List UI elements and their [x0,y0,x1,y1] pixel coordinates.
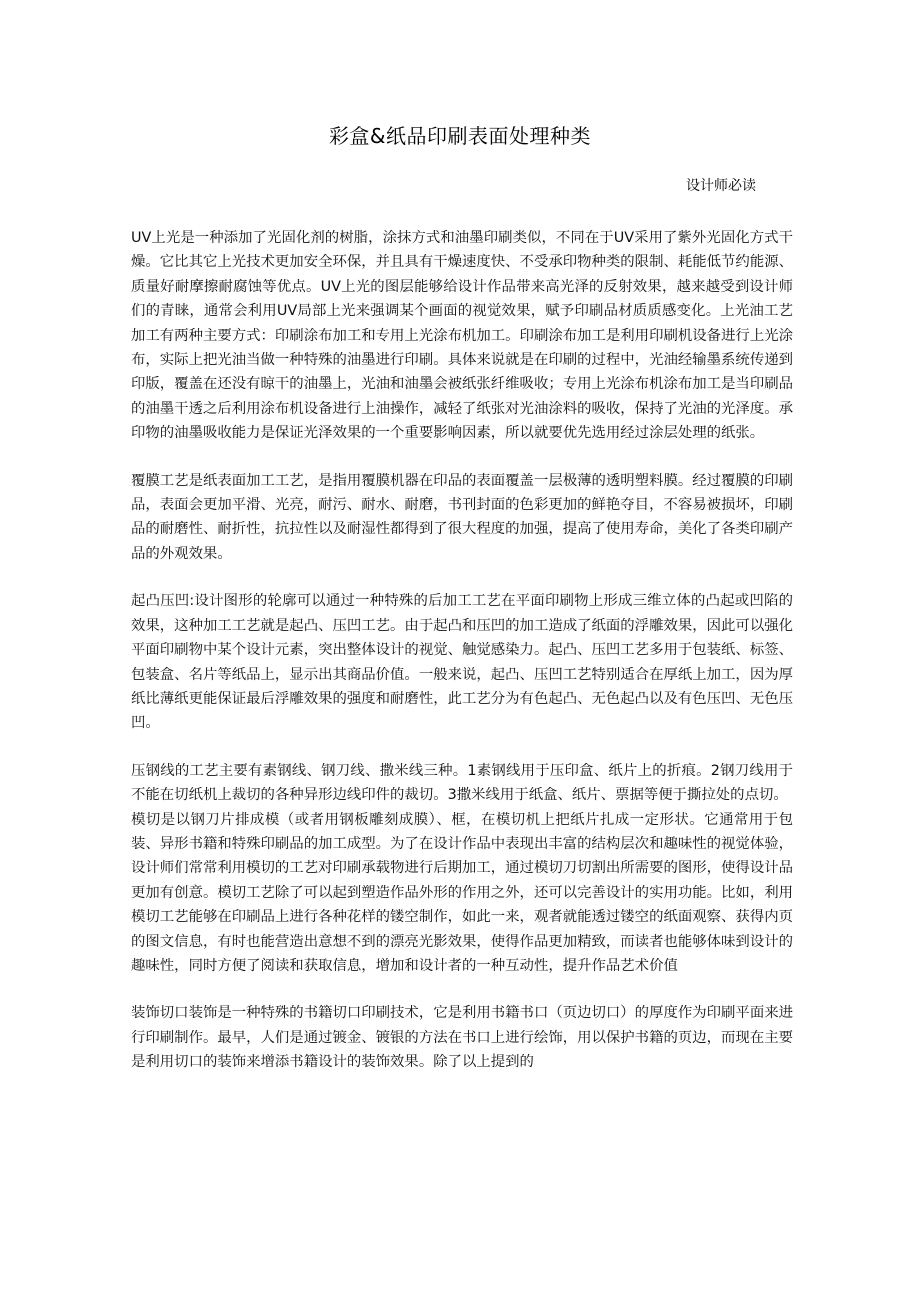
paragraph-die-cutting: 模切是以钢刀片排成模（或者用钢板雕刻成膜）、框，在模切机上把纸片扎成一定形状。它通常用于包装、异形书籍和特殊印刷品的加工成型。为了在设计作品中表现出丰富的结构层次和趣味性的视觉体验，设计师们常常利用模切的工艺对印刷承载物进行后期加工，通过模切刀切割出所需要的图形，使得设计品更加有创意。模切工艺除了可以起到塑造作品外形的作用之外，还可以完善设计的实用功能。比如，利用模切工艺能够在印刷品上进行各种花样的镂空制作，如此一来，观者就能透过镂空的纸面观察、获得内页的图文信息，有时也能营造出意想不到的漂亮光影效果，使得作品更加精致，而读者也能够体味到设计的趣味性，同时方便了阅读和获取信息，增加和设计者的一种互动性，提升作品艺术价值 [131,811,793,974]
document-title: 彩盒&纸品印刷表面处理种类 [328,124,592,148]
paragraph-uv-coating: UV上光是一种添加了光固化剂的树脂，涂抹方式和油墨印刷类似，不同在于UV采用了紫外光固化方式干燥。它比其它上光技术更加安全环保，并且具有干燥速度快、不受承印物种类的限制、耗能低节约能源、质量好耐摩擦耐腐蚀等优点。UV上光的图层能够给设计作品带来高光泽的反射效果，越来越受到设计师们的青睐，通常会利用UV局部上光来强调某个画面的视觉效果，赋予印刷品材质质感变化。上光油工艺加工有两种主要方式：印刷涂布加工和专用上光涂布机加工。印刷涂布加工是利用印刷机设备进行上光涂布，实际上把光油当做一种特殊的油墨进行印刷。具体来说就是在印刷的过程中，光油经输墨系统传递到印版，覆盖在还没有晾干的油墨上，光油和油墨会被纸张纤维吸收；专用上光涂布机涂布加工是当印刷品的油墨干透之后利用涂布机设备进行上油操作，减轻了纸张对光油涂料的吸收，保持了光油的光泽度。承印物的油墨吸收能力是保证光泽效果的一个重要影响因素，所以就要优先选用经过涂层处理的纸张。 [131,230,793,442]
paragraph-embossing: 起凸压凹:设计图形的轮廓可以通过一种特殊的后加工工艺在平面印刷物上形成三维立体的凸起或凹陷的效果，这种加工工艺就是起凸、压凹工艺。由于起凸和压凹的加工造成了纸面的浮雕效果，因此可以强化平面印刷物中某个设计元素，突出整体设计的视觉、触觉感染力。起凸、压凹工艺多用于包装纸、标签、包装盒、名片等纸品上，显示出其商品价值。一般来说，起凸、压凹工艺特别适合在厚纸上加工，因为厚纸比薄纸更能保证最后浮雕效果的强度和耐磨性，此工艺分为有色起凸、无色起凸以及有色压凹、无色压凹。 [131,593,793,732]
document-subtitle: 设计师必读 [686,178,756,194]
paragraph-edge-decoration: 装饰切口装饰是一种特殊的书籍切口印刷技术，它是利用书籍书口（页边切口）的厚度作为印刷平面来进行印刷制作。最早，人们是通过镀金、镀银的方法在书口上进行绘饰，用以保护书籍的页边，而现在主要是利用切口的装饰来增添书籍设计的装饰效果。除了以上提到的 [131,1005,793,1071]
paragraph-steel-lines: 压钢线的工艺主要有素钢线、钢刀线、撒米线三种。1素钢线用于压印盒、纸片上的折痕。2钢刀线用于不能在切纸机上裁切的各种异形边线印件的裁切。3撒米线用于纸盒、纸片、票据等便于撕拉处的点切。 [131,762,793,804]
paragraph-lamination: 覆膜工艺是纸表面加工工艺，是指用覆膜机器在印品的表面覆盖一层极薄的透明塑料膜。经过覆膜的印刷品，表面会更加平滑、光亮，耐污、耐水、耐磨，书刊封面的色彩更加的鲜艳夺目，不容易被损坏，印刷品的耐磨性、耐折性，抗拉性以及耐湿性都得到了很大程度的加强，提高了使用寿命，美化了各类印刷产品的外观效果。 [131,472,793,562]
document-body [131,226,793,1098]
